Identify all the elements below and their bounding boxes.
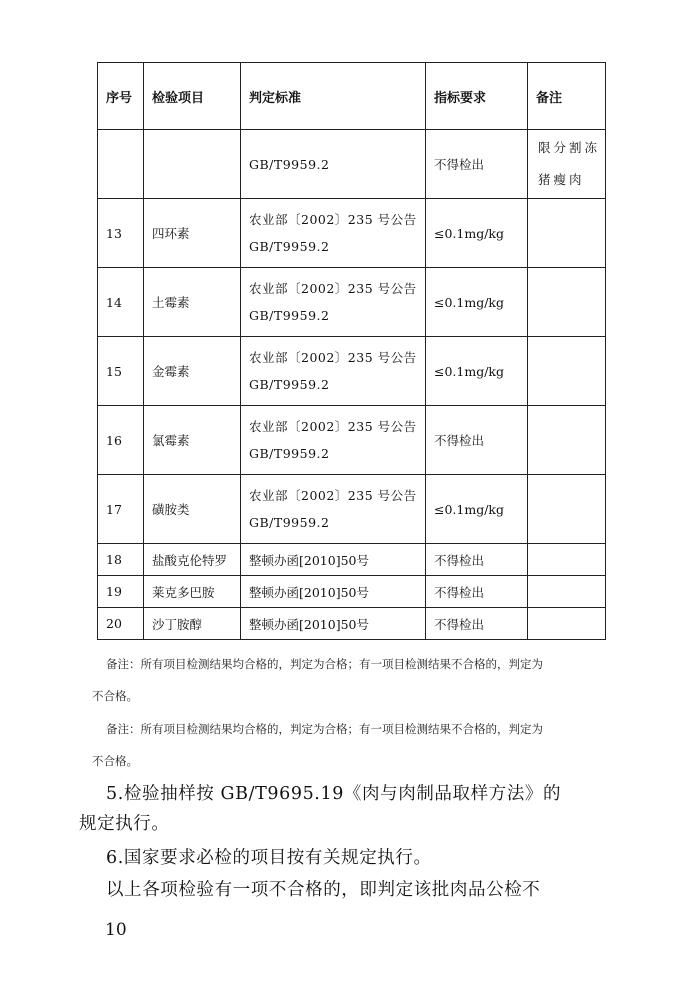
cell-standard: 整顿办函[2010]50号 <box>241 576 426 608</box>
header-standard: 判定标准 <box>241 63 426 130</box>
cell-requirement: 不得检出 <box>426 576 528 608</box>
cell-no: 20 <box>98 608 144 640</box>
cell-requirement: 不得检出 <box>426 130 528 199</box>
cell-item: 氯霉素 <box>144 406 241 475</box>
cell-remark <box>528 544 606 576</box>
cell-remark <box>528 608 606 640</box>
header-requirement: 指标要求 <box>426 63 528 130</box>
paragraph-line: 5.检验抽样按 GB/T9695.19《肉与肉制品取样方法》的 <box>106 784 562 804</box>
cell-requirement: ≤0.1mg/kg <box>426 268 528 337</box>
standard-line: GB/T9959.2 <box>249 446 330 461</box>
cell-standard <box>241 268 426 337</box>
standard-line: GB/T9959.2 <box>249 515 330 530</box>
standard-line: 农业部〔2002〕235 号公告 <box>249 350 417 365</box>
cell-no: 16 <box>98 406 144 475</box>
body-paragraph-mandatory <box>106 843 606 873</box>
cell-no: 15 <box>98 337 144 406</box>
body-paragraph-judgement <box>106 875 606 905</box>
table-row <box>98 406 606 475</box>
table-row <box>98 199 606 268</box>
table-row <box>98 337 606 406</box>
cell-item: 盐酸克伦特罗 <box>144 544 241 576</box>
cell-standard <box>241 337 426 406</box>
remark-line: 猪瘦肉 <box>538 172 585 187</box>
remark-text-continued: 不合格。 <box>92 754 138 768</box>
table-row <box>98 576 606 608</box>
cell-remark <box>528 199 606 268</box>
remark-line: 限分割冻 <box>538 140 601 155</box>
paragraph-line: 以上各项检验有一项不合格的，即判定该批肉品公检不 <box>106 880 541 900</box>
paragraph-line: 6.国家要求必检的项目按有关规定执行。 <box>106 848 432 868</box>
cell-requirement: ≤0.1mg/kg <box>426 199 528 268</box>
cell-remark <box>528 475 606 544</box>
table-row <box>98 130 606 199</box>
cell-item: 四环素 <box>144 199 241 268</box>
cell-remark <box>528 268 606 337</box>
cell-no <box>98 130 144 199</box>
cell-no: 18 <box>98 544 144 576</box>
cell-no: 14 <box>98 268 144 337</box>
cell-no: 17 <box>98 475 144 544</box>
standard-line: GB/T9959.2 <box>249 377 330 392</box>
header-item: 检验项目 <box>144 63 241 130</box>
standard-line: 农业部〔2002〕235 号公告 <box>249 281 417 296</box>
table-row <box>98 268 606 337</box>
standard-line: 农业部〔2002〕235 号公告 <box>249 419 417 434</box>
cell-item <box>144 130 241 199</box>
cell-requirement: 不得检出 <box>426 608 528 640</box>
paragraph-line-continued: 规定执行。 <box>79 814 170 834</box>
table-header-row <box>98 63 606 130</box>
cell-remark <box>528 406 606 475</box>
standard-line: GB/T9959.2 <box>249 308 330 323</box>
cell-standard: 整顿办函[2010]50号 <box>241 544 426 576</box>
cell-requirement: ≤0.1mg/kg <box>426 337 528 406</box>
cell-standard: 整顿办函[2010]50号 <box>241 608 426 640</box>
table-remark <box>92 713 606 777</box>
standard-line: 农业部〔2002〕235 号公告 <box>249 488 417 503</box>
cell-requirement: 不得检出 <box>426 406 528 475</box>
table-row <box>98 475 606 544</box>
cell-remark <box>528 337 606 406</box>
cell-standard <box>241 475 426 544</box>
standard-line: 农业部〔2002〕235 号公告 <box>249 212 417 227</box>
header-remark: 备注 <box>528 63 606 130</box>
cell-no: 13 <box>98 199 144 268</box>
standard-line: GB/T9959.2 <box>249 156 330 172</box>
remark-text: 备注：所有项目检测结果均合格的，判定为合格；有一项目检测结果不合格的，判定为 <box>106 657 543 671</box>
body-paragraph-sampling <box>79 779 606 839</box>
table-remark <box>92 648 606 712</box>
remark-text-continued: 不合格。 <box>92 689 138 703</box>
cell-remark <box>528 576 606 608</box>
table-row <box>98 608 606 640</box>
page-number: 10 <box>105 920 127 940</box>
cell-requirement: ≤0.1mg/kg <box>426 475 528 544</box>
cell-standard <box>241 130 426 199</box>
header-no: 序号 <box>98 63 144 130</box>
table-row <box>98 544 606 576</box>
cell-item: 土霉素 <box>144 268 241 337</box>
cell-item: 沙丁胺醇 <box>144 608 241 640</box>
standard-line: GB/T9959.2 <box>249 239 330 254</box>
remark-text: 备注：所有项目检测结果均合格的，判定为合格；有一项目检测结果不合格的，判定为 <box>106 722 543 736</box>
inspection-standards-table <box>97 62 606 640</box>
cell-item: 磺胺类 <box>144 475 241 544</box>
cell-remark <box>528 130 606 199</box>
cell-standard <box>241 199 426 268</box>
cell-item: 莱克多巴胺 <box>144 576 241 608</box>
cell-no: 19 <box>98 576 144 608</box>
cell-item: 金霉素 <box>144 337 241 406</box>
cell-requirement: 不得检出 <box>426 544 528 576</box>
cell-standard <box>241 406 426 475</box>
